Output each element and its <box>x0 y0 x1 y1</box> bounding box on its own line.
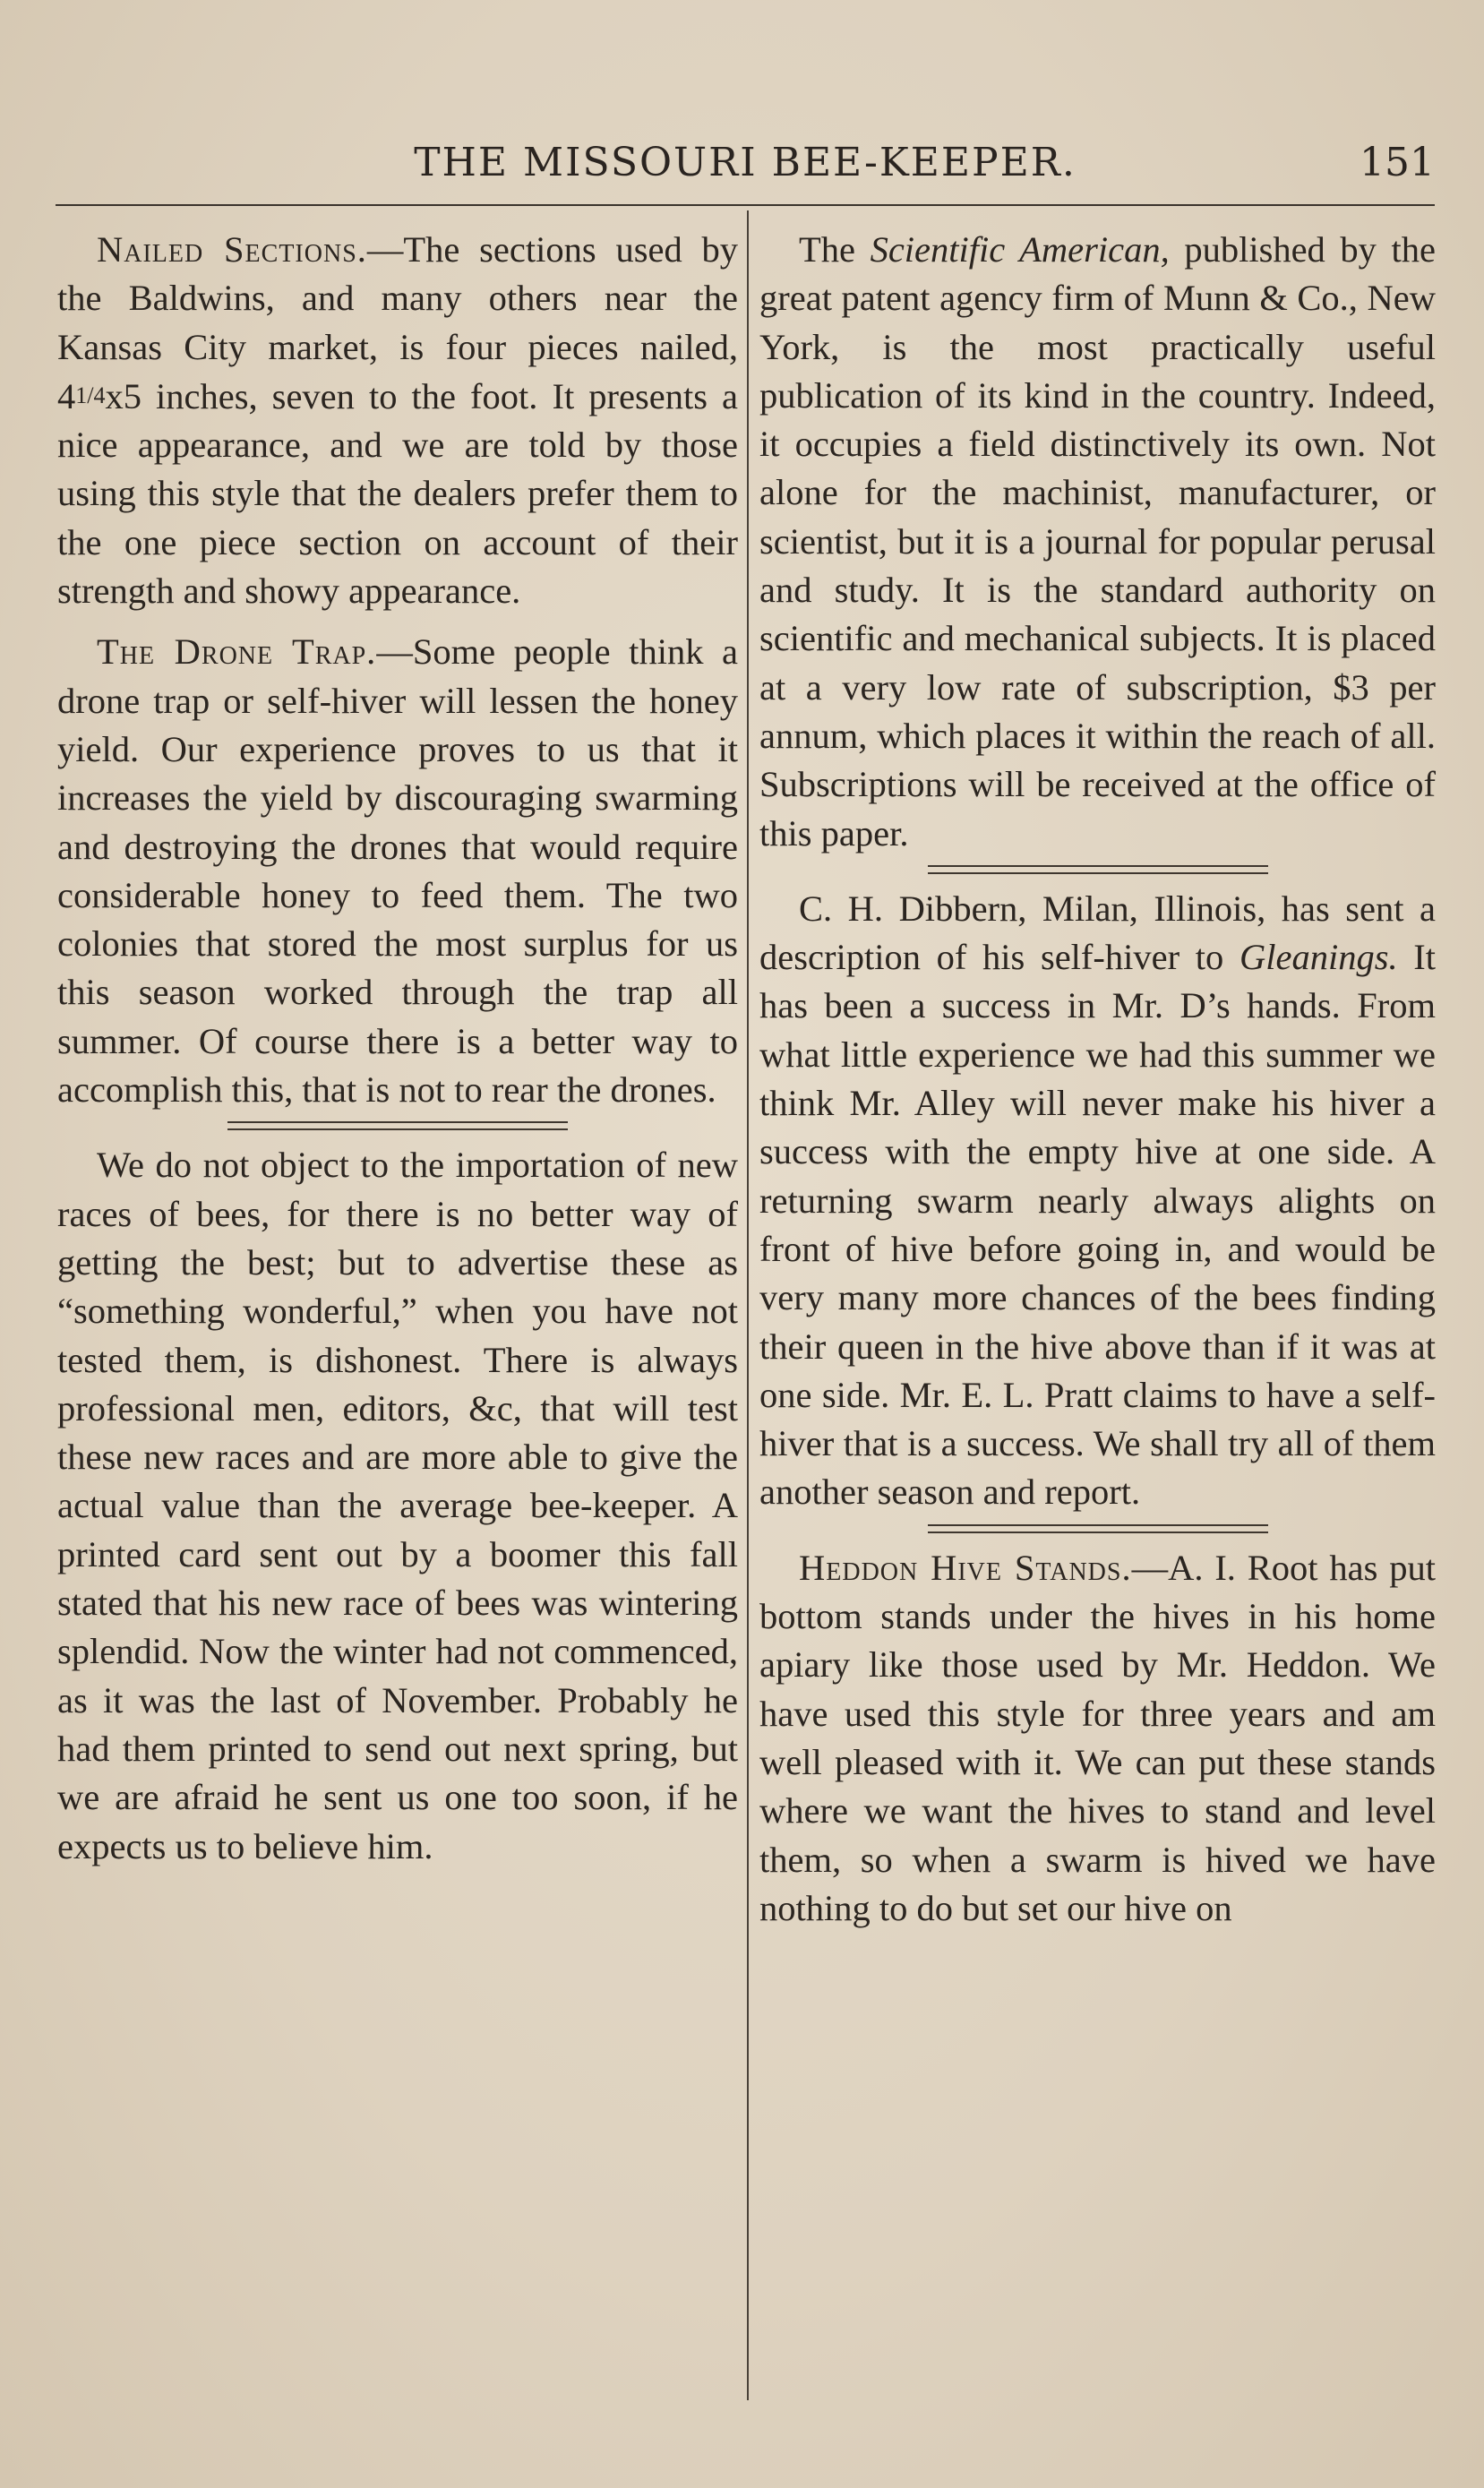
publication-name: Gleanings. <box>1239 937 1398 978</box>
header-rule <box>56 204 1435 206</box>
section-separator <box>227 1121 568 1130</box>
section-separator <box>928 1524 1268 1533</box>
page-header <box>56 134 1435 206</box>
article-text: —The sections used by the Baldwins, and many others near the Kansas City market, is four pieces nailed, 4 <box>57 229 738 416</box>
article-heddon-hive-stands <box>759 1544 1436 1933</box>
article-nailed-sections <box>57 226 738 615</box>
left-column <box>57 226 738 1871</box>
article-drone-trap <box>57 628 738 1114</box>
page-number: 151 <box>1360 140 1435 185</box>
column-divider <box>747 210 749 2400</box>
article-text: It has been a success in Mr. D’s hands. From what little experience we had this summer we think Mr. Alley will never make his hiver a success with the empty hive at one side. A returning swarm nearly always alights on front of hive before going in, and would be very many more chances of the bees finding their queen in the hive above than if it was at one side. Mr. E. L. Pratt claims to have a self-hiver that is a success. We shall try all of them another season and report. <box>759 937 1436 1513</box>
article-dibbern-self-hiver <box>759 885 1436 1517</box>
article-text: —A. I. Root has put bottom stands under the hives in his home apiary like those used by Mr. Heddon. We have used this style for three years and am well pleased with it. We can put these stands where we want the hives to stand and level them, so when a swarm is hived we have nothing to do but set our hive on <box>759 1547 1436 1928</box>
publication-title: THE MISSOURI BEE-KEEPER. <box>414 140 1077 185</box>
section-separator <box>928 865 1268 874</box>
spacer <box>57 615 738 628</box>
article-text: We do not object to the importation of new races of bees, for there is no better way of getting the best; but to advertise these as “something wonderful,” when you have not tested them, is dishonest. There is always professional men, editors, &c, that will test these new races and are more able to give the actual value than the average bee-keeper. A printed card sent out by a boomer this fall stated that his new race of bees was wintering splendid. Now the winter had not commenced, as it was the last of November. Probably he had them printed to send out next spring, but we are afraid he sent us one too soon, if he expects us to believe him. <box>57 1145 738 1866</box>
article-text: x5 inches, seven to the foot. It presents a nice appearance, and we are told by those using this style that the dealers prefer them to the one piece section on account of their strength and showy appearance. <box>57 375 738 612</box>
publication-name: Scientific American, <box>870 229 1170 270</box>
article-text: —Some people think a drone trap or self-hiver will lessen the honey yield. Our experience proves to us that it increases the yield by discouraging swarming and destroying the drones that would require considerable honey to feed them. The two colonies that stored the most surplus for us this season worked through the trap all summer. Of course there is a better way to accomplish this, that is not to rear the drones. <box>57 631 739 1111</box>
article-text: published by the great patent agency firm of Munn & Co., New York, is the most practically useful publication of its kind in the country. Indeed, it occupies a field distinctively its own. Not alone for the machinist, manufacturer, or scientist, but it is a journal for popular perusal and study. It is the standard authority on scientific and mechanical subjects. It is placed at a very low rate of subscription, $3 per annum, which places it within the reach of all. Subscriptions will be received at the office of this paper. <box>759 229 1436 854</box>
article-text: C. H. Dibbern, Milan, Illinois, has sent a description of his self-hiver to <box>759 888 1436 978</box>
article-new-races <box>57 1141 738 1870</box>
article-scientific-american <box>759 226 1436 858</box>
article-heading: Heddon Hive Stands. <box>799 1547 1132 1588</box>
fraction: 1/4 <box>75 382 106 408</box>
right-column <box>759 226 1436 1933</box>
article-heading: Nailed Sections. <box>97 229 367 270</box>
article-text: The <box>799 229 871 270</box>
article-heading: The Drone Trap. <box>97 631 377 673</box>
